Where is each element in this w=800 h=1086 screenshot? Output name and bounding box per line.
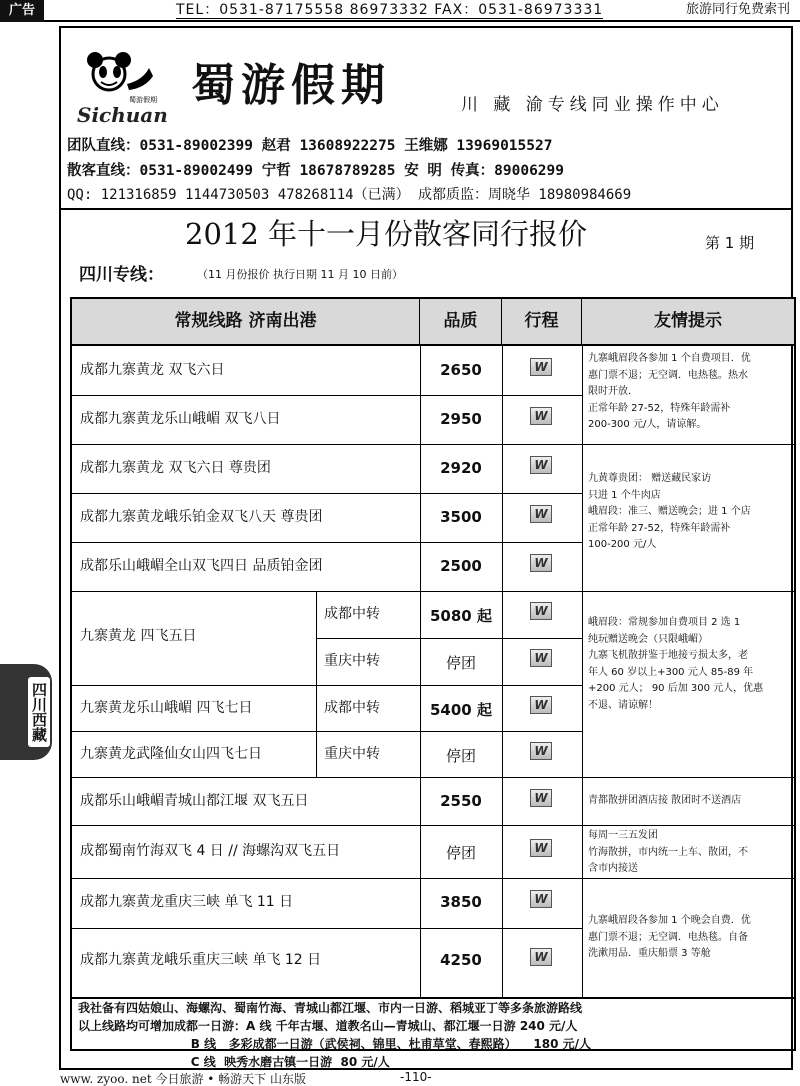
ad-frame: [59, 26, 793, 1070]
header-quality: 品质: [420, 299, 502, 344]
price-cell: 停团: [445, 654, 476, 672]
price-cell: 2550: [440, 792, 482, 810]
word-doc-icon[interactable]: W: [530, 456, 552, 474]
route-cell: 九寨黄龙武隆仙女山四飞七日: [80, 746, 262, 762]
individual-contact-line: 散客直线：0531-89002499 宁哲 18678789285 安 明 传真：89006299: [67, 163, 564, 179]
word-doc-icon[interactable]: W: [530, 839, 552, 857]
row-line: [72, 777, 794, 778]
brand-subtitle: 川 藏 渝专线同业操作中心: [461, 95, 724, 115]
header-divider: [61, 208, 791, 210]
qq-contact-line: QQ: 121316859 1144730503 478268114（已满） 成都质监：周晓华 18980984669: [67, 187, 632, 203]
price-cell: 停团: [445, 747, 476, 765]
row-line: [72, 825, 794, 826]
top-strip: [0, 0, 800, 22]
tip-block-5: 每周一三五发团 竹海散拼，市内统一上车、散团，不 含市内接送: [588, 830, 748, 874]
header-itinerary: 行程: [502, 299, 582, 344]
price-cell: 3850: [440, 893, 482, 911]
price-cell: 5400 起: [430, 701, 492, 719]
price-table: [70, 297, 796, 1069]
route-cell: 成都九寨黄龙 双飞六日 尊贵团: [80, 460, 271, 476]
price-cell: 3500: [440, 508, 482, 526]
word-doc-icon[interactable]: W: [530, 696, 552, 714]
transit-cell: 重庆中转: [324, 746, 380, 762]
route-cell: 成都九寨黄龙 双飞六日: [80, 362, 225, 378]
word-doc-icon[interactable]: W: [530, 554, 552, 572]
route-cell: 成都九寨黄龙重庆三峡 单飞 11 日: [80, 894, 294, 910]
word-doc-icon[interactable]: W: [530, 358, 552, 376]
row-line: [72, 542, 582, 543]
price-cell: 2920: [440, 459, 482, 477]
route-cell: 九寨黄龙乐山峨嵋 四飞七日: [80, 700, 253, 716]
svg-text:蜀游假期: 蜀游假期: [129, 96, 157, 104]
table-header: [72, 299, 794, 346]
row-line: [72, 928, 582, 929]
transit-cell: 成都中转: [324, 700, 380, 716]
bottom-site-line: www. zyoo. net 今日旅游 • 畅游天下 山东版: [60, 1072, 306, 1086]
price-cell: 2500: [440, 557, 482, 575]
tip-block-4: 青都散拼团酒店接 散团时不送酒店: [588, 795, 742, 806]
route-cell: 成都九寨黄龙峨乐重庆三峡 单飞 12 日: [80, 952, 322, 968]
header-route: 常规线路 济南出港: [72, 299, 420, 344]
tip-block-1: 九寨峨眉段各参加 1 个自费项目．优 惠门票不退；无空调．电热毯。热水 限时开放． 正常年龄 27-52，特殊年龄需补 200-300 元/人，请谅解。: [588, 353, 751, 430]
transit-cell: 成都中转: [324, 606, 380, 622]
page-number: -110-: [400, 1070, 432, 1084]
row-line: [72, 591, 794, 592]
word-doc-icon[interactable]: W: [530, 789, 552, 807]
route-cell: 九寨黄龙 四飞五日: [80, 628, 197, 644]
price-cell: 2950: [440, 410, 482, 428]
col-line-sub: [316, 591, 317, 777]
route-cell: 成都蜀南竹海双飞 4 日 // 海螺沟双飞五日: [80, 843, 341, 859]
row-line: [72, 395, 582, 396]
issue-number: 第 1 期: [705, 234, 755, 252]
word-doc-icon[interactable]: W: [530, 602, 552, 620]
panda-logo-icon: [73, 44, 171, 130]
word-doc-icon[interactable]: W: [530, 407, 552, 425]
route-cell: 成都九寨黄龙乐山峨嵋 双飞八日: [80, 411, 281, 427]
svg-text:Sichuan: Sichuan: [77, 103, 168, 127]
row-line: [316, 638, 582, 639]
transit-cell: 重庆中转: [324, 653, 380, 669]
tip-block-3: 峨眉段：常规参加自费项目 2 选 1 纯玩赠送晚会（只限峨嵋） 九寨飞机散拼鉴于地接亏损太多，老 年人 60 岁以上+300 元人 85-89 年 +200 元人； 90 后加 300 元人，优惠 不退、请谅解！: [588, 617, 764, 711]
row-line: [72, 731, 582, 732]
section-side-tab-label: 四川西藏: [28, 677, 50, 747]
route-cell: 成都乐山峨嵋全山双飞四日 品质铂金团: [80, 558, 323, 574]
tip-block-2: 九黄尊贵团： 赠送藏民家访 只进 1 个牛肉店 峨眉段：准三、赠送晚会；进 1 个店 正常年龄 27-52，特殊年龄需补 100-200 元/人: [588, 473, 751, 550]
price-cell: 停团: [445, 844, 476, 862]
row-line: [72, 878, 794, 879]
word-doc-icon[interactable]: W: [530, 742, 552, 760]
word-doc-icon[interactable]: W: [530, 890, 552, 908]
price-cell: 4250: [440, 951, 482, 969]
route-cell: 成都乐山峨嵋青城山都江堰 双飞五日: [80, 793, 309, 809]
word-doc-icon[interactable]: W: [530, 649, 552, 667]
word-doc-icon[interactable]: W: [530, 948, 552, 966]
row-line: [72, 685, 582, 686]
ad-tag: 广告: [0, 0, 44, 22]
route-cell: 成都九寨黄龙峨乐铂金双飞八天 尊贵团: [80, 509, 323, 525]
team-contact-line: 团队直线：0531-89002399 赵君 13608922275 王维娜 13969015527: [67, 138, 553, 154]
row-line: [72, 444, 794, 445]
line-title: 四川专线：: [79, 265, 164, 285]
price-cell: 5080 起: [430, 607, 492, 625]
free-index-label: 旅游同行免费索刊: [685, 2, 790, 17]
tel-fax-line: TEL：0531-87175558 86973332 FAX：0531-86973331: [176, 2, 604, 18]
page-title: 2012 年十一月份散客同行报价: [185, 217, 588, 251]
header-tips: 友情提示: [654, 311, 722, 331]
row-line: [72, 493, 582, 494]
tip-block-6: 九寨峨眉段各参加 1 个晚会自费．优 惠门票不退；无空调．电热毯。自备 洗漱用品．重庆船票 3 等舱: [588, 915, 751, 959]
table-footer: 我社备有四姑娘山、海螺沟、蜀南竹海、青城山都江堰、市内一日游、稻城亚丁等多条旅游路线 以上线路均可增加成都一日游：A 线 千年古堰、道教名山—青城山、都江堰一日游 240 元/人 B 线 多彩成都一日游（武侯祠、锦里、杜甫草堂、春熙路） 180 元/人 C 线 映秀水磨古镇一日游 80 元/人: [78, 1001, 591, 1069]
brand-name: 蜀游假期: [191, 60, 391, 111]
price-cell: 2650: [440, 361, 482, 379]
line-note: （11 月份报价 执行日期 11 月 10 日前）: [197, 268, 403, 281]
word-doc-icon[interactable]: W: [530, 505, 552, 523]
